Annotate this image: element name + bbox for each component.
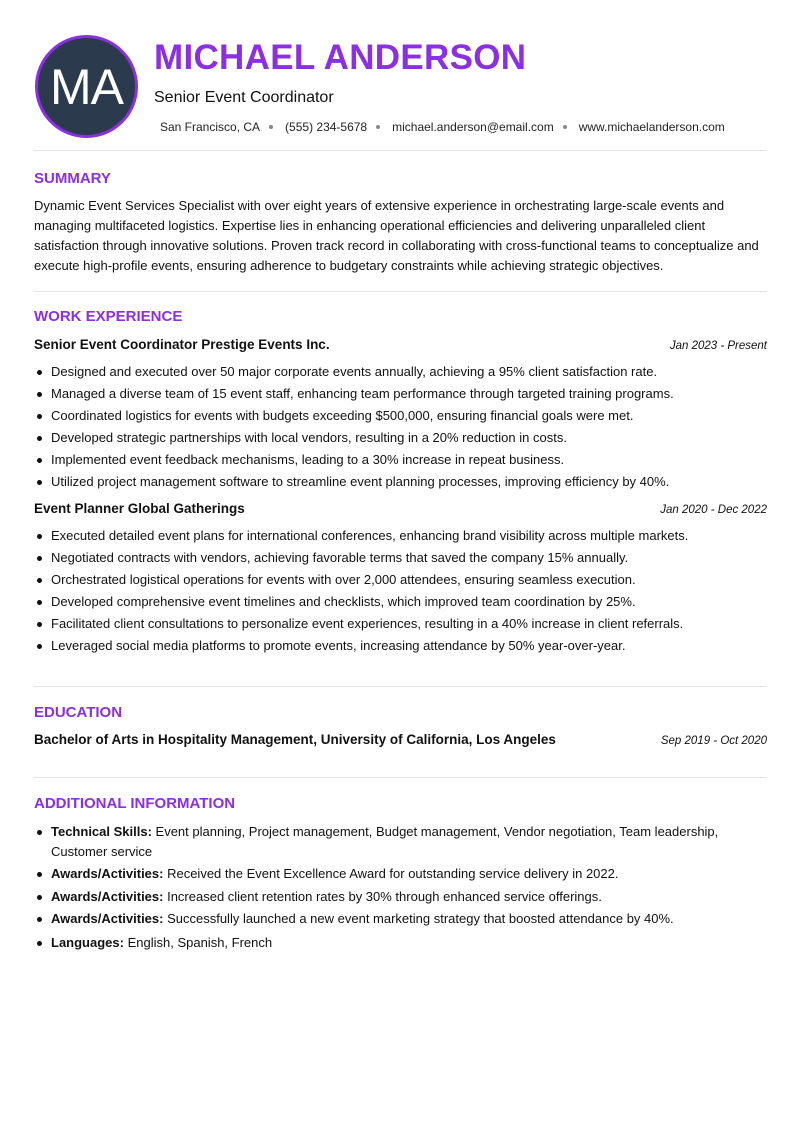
item-text: Received the Event Excellence Award for outstanding service delivery in 2022. [163,866,619,881]
list-item: Executed detailed event plans for international conferences, enhancing brand visibility across multiple markets. [34,525,767,547]
list-item: Managed a diverse team of 15 event staff, enhancing team performance through targeted training programs. [34,383,767,405]
divider [34,150,767,151]
item-text: Successfully launched a new event marketing strategy that boosted attendance by 40%. [163,911,674,926]
job-title: Event Planner Global Gatherings [34,501,245,516]
list-item [34,909,767,929]
item-text: Event planning, Project management, Budget management, Vendor negotiation, Team leadership, Customer service [51,824,719,859]
job-entry [34,337,767,493]
item-label: Awards/Activities: [51,888,164,904]
summary-text: Dynamic Event Services Specialist with over eight years of extensive experience in orchestrating large-scale events and managing multifaceted logistics. Expertise lies in enhancing operational efficiencies and delivering unparalleled client satisfaction through innovative solutions. Proven track record in collaborating with cross-functional teams to conceptualize and execute high-profile events, ensuring adherence to budgetary constraints while achieving strategic objectives. [34,198,759,273]
summary-section [34,170,767,276]
candidate-title: Senior Event Coordinator [154,89,334,106]
divider [34,777,767,778]
job-entry [34,501,767,657]
item-label: Awards/Activities: [51,866,164,881]
separator-dot [376,125,380,129]
job-date: Jan 2023 - Present [669,340,767,352]
education-section [34,704,767,752]
list-item: Leveraged social media platforms to promote events, increasing attendance by 50% year-over-year. [34,635,767,657]
section-heading: EDUCATION [34,704,123,721]
list-item: Implemented event feedback mechanisms, leading to a 30% increase in repeat business. [34,449,767,471]
section-heading: WORK EXPERIENCE [34,308,183,325]
separator-dot [563,125,567,129]
list-item [34,822,767,861]
list-item: Designed and executed over 50 major corporate events annually, achieving a 95% client satisfaction rate. [34,361,767,383]
degree: Bachelor of Arts in Hospitality Management, University of California, Los Angeles [34,732,556,747]
list-item [34,864,767,884]
experience-section [34,308,767,657]
list-item: Coordinated logistics for events with budgets exceeding $500,000, ensuring financial goals were met. [34,405,767,427]
item-text: English, Spanish, French [123,934,273,950]
website-link[interactable]: www.michaelanderson.com [578,120,725,134]
email-link[interactable]: michael.anderson@email.com [392,120,554,134]
avatar [35,35,138,138]
list-item: Utilized project management software to streamline event planning processes, improving efficiency by 40%. [34,471,767,493]
location: San Francisco, CA [160,120,261,134]
divider [34,291,767,292]
list-item: Developed comprehensive event timelines and checklists, which improved team coordination by 25%. [34,591,767,613]
list-item [34,933,767,953]
phone: (555) 234-5678 [285,120,368,134]
list-item [34,887,767,907]
list-item: Negotiated contracts with vendors, achieving favorable terms that saved the company 15% annually. [34,547,767,569]
separator-dot [269,125,273,129]
contact-info [160,120,725,134]
list-item: Orchestrated logistical operations for events with over 2,000 attendees, ensuring seamless execution. [34,569,767,591]
divider [34,686,767,687]
item-text: Increased client retention rates by 30% through enhanced service offerings. [163,888,602,904]
education-date: Sep 2019 - Oct 2020 [660,735,767,747]
list-item: Facilitated client consultations to personalize event experiences, resulting in a 40% increase in client referrals. [34,613,767,635]
avatar-initials: MA [50,58,123,115]
section-heading: ADDITIONAL INFORMATION [34,795,236,812]
item-label: Awards/Activities: [51,911,164,926]
item-label: Languages: [51,934,124,950]
job-date: Jan 2020 - Dec 2022 [660,504,767,516]
section-heading: SUMMARY [34,170,111,187]
candidate-name: MICHAEL ANDERSON [154,38,527,77]
item-label: Technical Skills: [51,824,152,839]
job-title: Senior Event Coordinator Prestige Events Inc. [34,337,330,352]
list-item: Developed strategic partnerships with local vendors, resulting in a 20% reduction in costs. [34,427,767,449]
additional-section [34,795,767,955]
